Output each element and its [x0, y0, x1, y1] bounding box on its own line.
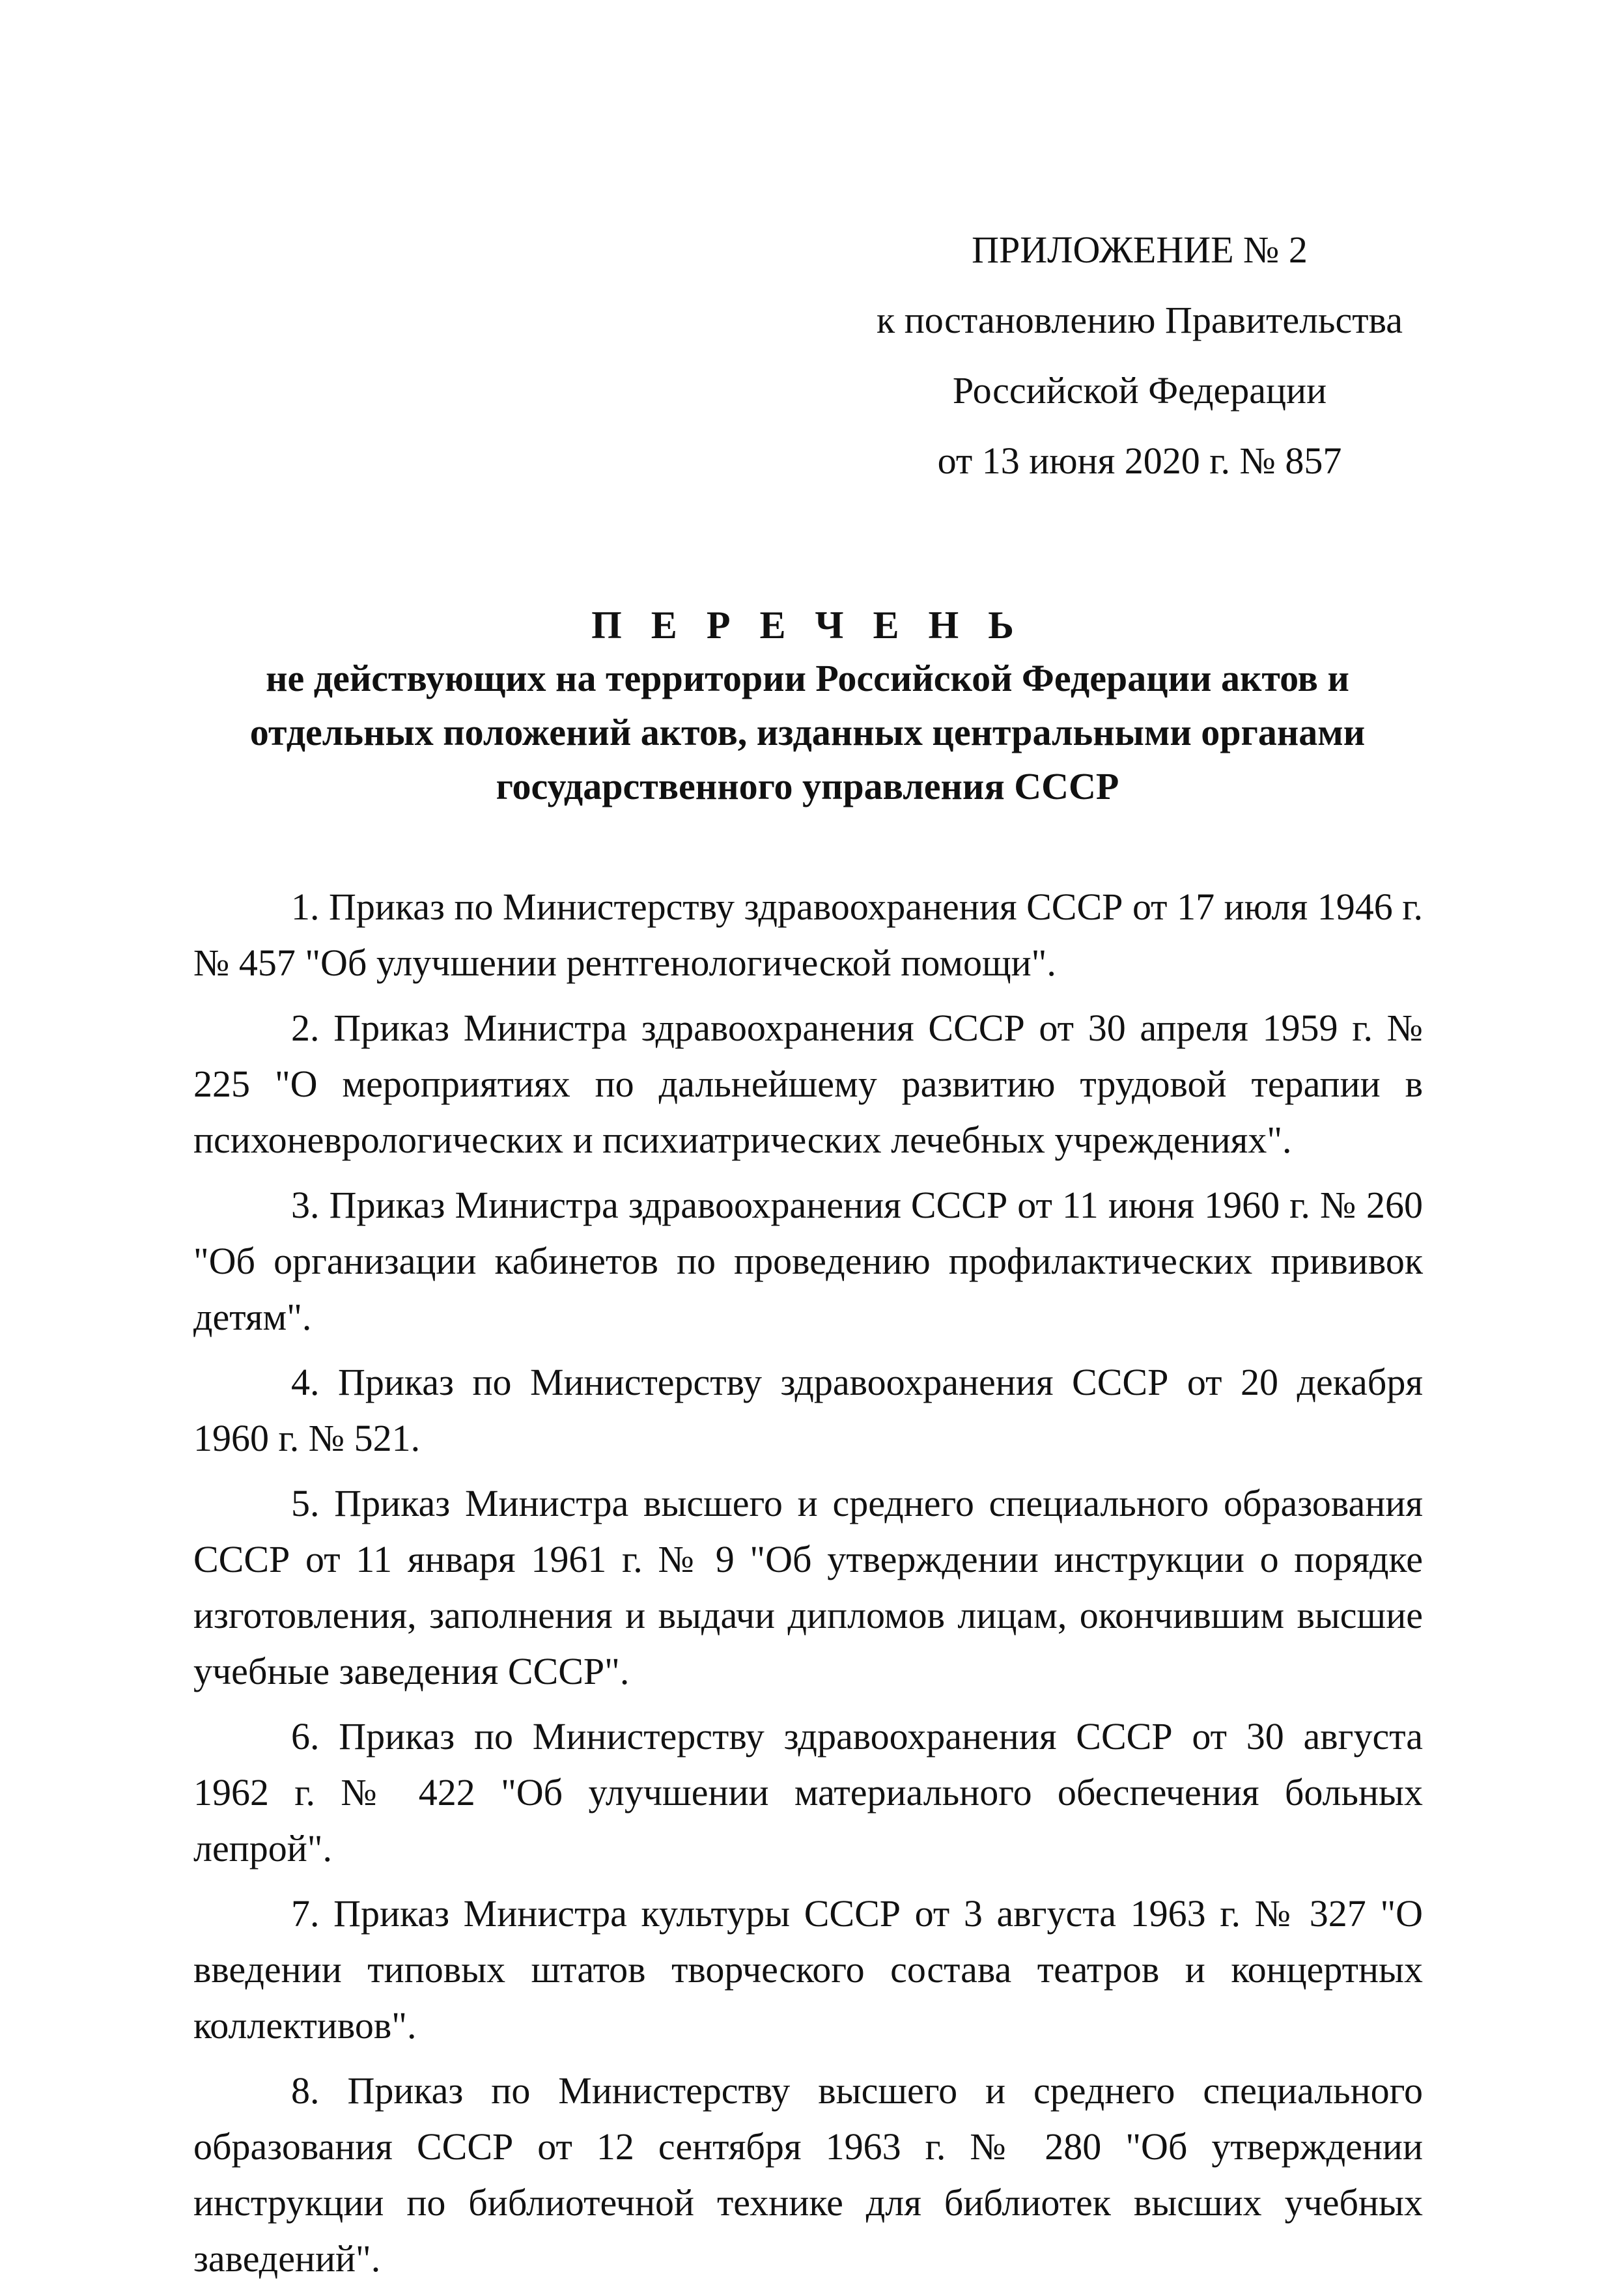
subtitle-line: не действующих на территории Российской Федерации актов и	[266, 657, 1349, 699]
appendix-date-line: от 13 июня 2020 г. № 857	[937, 440, 1342, 482]
list-item: 1. Приказ по Министерству здравоохранения СССР от 17 июля 1946 г. № 457 "Об улучшении рентгенологической помощи".	[193, 886, 1423, 984]
appendix-resolution-line: к постановлению Правительства	[877, 299, 1403, 341]
appendix-number: ПРИЛОЖЕНИЕ № 2	[972, 229, 1308, 271]
document-title: П Е Р Е Ч Е Н Ь	[591, 604, 1024, 647]
subtitle-line: отдельных положений актов, изданных центральными органами	[249, 711, 1366, 753]
list-item: 4. Приказ по Министерству здравоохранения СССР от 20 декабря 1960 г. № 521.	[193, 1361, 1423, 1459]
appendix-government-line: Российской Федерации	[952, 369, 1327, 412]
appendix-header	[847, 215, 1433, 496]
document-subtitle	[195, 651, 1420, 813]
list-item: 8. Приказ по Министерству высшего и среднего специального образования СССР от 12 сентября 1963 г. № 280 "Об утверждении инструкции по библиотечной технике для библиотек высших учебных заведений".	[193, 2069, 1423, 2280]
list-item: 6. Приказ по Министерству здравоохранения СССР от 30 августа 1962 г. № 422 "Об улучшении материального обеспечения больных лепрой".	[193, 1715, 1423, 1869]
list-item: 3. Приказ Министра здравоохранения СССР от 11 июня 1960 г. № 260 "Об организации кабинетов по проведению профилактических прививок детям".	[193, 1184, 1423, 1338]
acts-list	[193, 879, 1423, 2296]
subtitle-line: государственного управления СССР	[496, 765, 1119, 807]
list-item: 7. Приказ Министра культуры СССР от 3 августа 1963 г. № 327 "О введении типовых штатов творческого состава театров и концертных коллективов".	[193, 1892, 1423, 2047]
list-item: 2. Приказ Министра здравоохранения СССР от 30 апреля 1959 г. № 225 "О мероприятиях по дальнейшему развитию трудовой терапии в психоневрологических и психиатрических лечебных учреждениях".	[193, 1007, 1423, 1161]
list-item: 5. Приказ Министра высшего и среднего специального образования СССР от 11 января 1961 г. № 9 "Об утверждении инструкции о порядке изготовления, заполнения и выдачи дипломов лицам, окончившим высшие учебные заведения СССР".	[193, 1482, 1423, 1692]
